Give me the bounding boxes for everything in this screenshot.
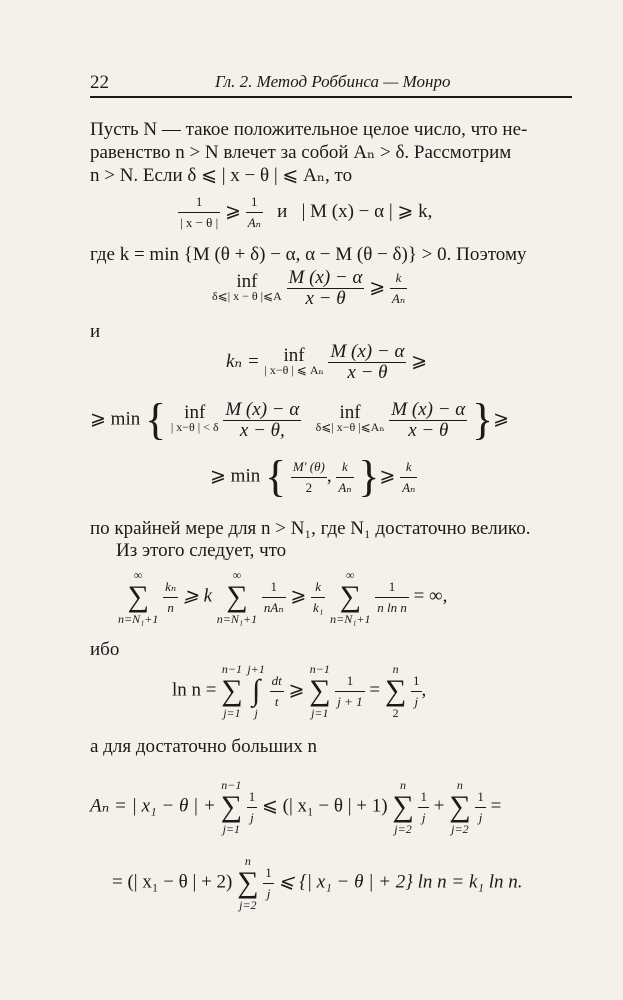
paragraph-line: где k = min {M (θ + δ) − α, α − M (θ − δ)} > 0. Поэтому [90, 244, 527, 265]
numerator: 1 [411, 671, 422, 692]
relation: ⩾ [411, 350, 428, 372]
formula-5: ⩾ min { $\frac{M' (\theta)}{2}$ , $\frac{k}{\text{Aₙ}}$ }⩾ $\frac{k}{\text{Aₙ}}$ [210, 452, 416, 501]
page-number: 22 [90, 72, 109, 93]
denominator: j [478, 809, 483, 825]
relation: ⩾ [493, 408, 510, 430]
numerator: M′ (θ) [291, 457, 327, 478]
denominator: j + 1 [337, 693, 363, 709]
paragraph-line: и [90, 321, 101, 342]
numerator: M (x) − α [288, 267, 363, 288]
sum-upper: n [400, 778, 407, 792]
lhs: = (| x₁ − θ | + 2) [112, 871, 233, 893]
paragraph-line: Пусть N — такое положительное целое число, что не- [90, 119, 528, 140]
operator: + [433, 795, 445, 817]
denominator: Aₙ [402, 479, 416, 495]
numerator: k [336, 457, 353, 478]
sum-upper: ∞ [232, 568, 242, 582]
int-lower: j [254, 706, 258, 720]
lhs: ln n = [172, 679, 217, 701]
denominator: Aₙ [338, 479, 352, 495]
numerator: k [390, 268, 407, 289]
sum-lower: j=1 [311, 706, 329, 720]
denominator: x − θ [408, 419, 449, 441]
denominator: n [167, 599, 174, 615]
sum-lower: j=1 [223, 706, 241, 720]
denominator: x − θ [305, 288, 346, 309]
denominator: j [266, 885, 271, 901]
sum-upper: ∞ [133, 568, 143, 582]
inf-subscript: | x−θ | < δ [170, 420, 219, 434]
inf-subscript: δ⩽| x−θ |⩽Aₙ [315, 420, 385, 434]
formula-1 [178, 192, 432, 233]
numerator: 1 [263, 863, 274, 884]
lhs: ⩾ min [90, 408, 141, 430]
denominator: k₁ [313, 599, 324, 615]
numerator: 1 [246, 192, 263, 213]
lhs: kₙ = [226, 350, 260, 372]
inf-subscript: δ⩽| x − θ |⩽A [212, 288, 282, 303]
expression: | M (x) − α | ⩾ k, [301, 200, 433, 222]
denominator: x − θ, [239, 419, 285, 441]
relation: ⩽ (| x₁ − θ | + 1) [261, 795, 388, 817]
paragraph-line: Из этого следует, что [116, 540, 287, 561]
denominator: t [274, 693, 279, 709]
sum-lower: j=2 [451, 822, 469, 836]
numerator: 1 [178, 192, 220, 213]
sum-upper: n [244, 854, 251, 868]
denominator: 2 [305, 479, 313, 495]
relation: = [490, 795, 502, 817]
formula-8: Aₙ = | x₁ − θ | + n−1 ∑ j=1 $\frac{1}{j}$ ⩽ (| x₁ − θ | + 1) n ∑ j=2 $\frac{1}{j}$ + n ∑ j=2 $\frac{1}{j}$ = [90, 778, 502, 836]
numerator: k [311, 577, 325, 598]
formula-6: ∞ ∑ n=N₁+1 $\frac{\text{kₙ}}{n}$ ⩾ k ∞ ∑ n=N₁+1 $\frac{1}{\text{nAₙ}}$ ⩾ $\frac{k}{\text{k₁}}$ ∞ ∑ n=N₁+1 $\frac{1}{\text{n ln n}}$ = ∞, [118, 568, 448, 626]
sum-lower: n=N₁+1 [216, 612, 258, 626]
denominator: nAₙ [263, 599, 284, 615]
relation: ⩾ [225, 200, 241, 222]
inf-operator: inf [283, 344, 305, 366]
relation: ⩾ [379, 465, 396, 487]
relation: ⩾ [369, 276, 386, 298]
lhs: ⩾ min [210, 465, 261, 487]
sum-lower: j=1 [222, 822, 240, 836]
numerator: k [400, 457, 417, 478]
formula-9: = (| x₁ − θ | + 2) n ∑ j=2 $\frac{1}{j}$ ⩽ {| x₁ − θ | + 2} ln n = k₁ ln n. [112, 854, 523, 912]
denominator: j [421, 809, 426, 825]
numerator: 1 [262, 577, 286, 598]
numerator: 1 [247, 787, 258, 808]
relation: ⩾ k [182, 585, 213, 607]
formula-2 [212, 268, 407, 309]
inf-operator: inf [236, 270, 258, 292]
sum-upper: n−1 [221, 662, 242, 676]
paragraph-line: n > N. Если δ ⩽ | x − θ | ⩽ Aₙ, то [90, 165, 353, 186]
relation: ⩾ [288, 679, 305, 701]
running-title: Гл. 2. Метод Роббинса — Монро [215, 72, 451, 91]
relation: = [369, 679, 381, 701]
denominator: Aₙ [391, 291, 406, 306]
formula-3 [226, 342, 427, 383]
lhs: Aₙ = | x₁ − θ | + [90, 795, 216, 817]
denominator: Aₙ [247, 215, 261, 230]
formula-4: ⩾ min { inf | x−θ | < δ $\frac{M (x) - \alpha}{x - \theta,}$ inf δ⩽| x−θ |⩽Aₙ $\frac{M (x) - \alpha}{x - \theta}$ }⩾ [90, 395, 510, 444]
sum-lower: n=N₁+1 [118, 612, 159, 626]
sum-lower: n=N₁+1 [330, 612, 371, 626]
numerator: M (x) − α [330, 341, 405, 362]
paragraph-line: по крайней мере для n > N₁, где N₁ достаточно велико. [90, 518, 531, 539]
denominator: n ln n [377, 599, 407, 615]
sum-upper: n−1 [221, 778, 242, 792]
denominator: x − θ [347, 362, 388, 383]
result: = ∞, [413, 585, 448, 607]
sum-upper: ∞ [346, 568, 355, 582]
numerator: kₙ [163, 577, 178, 598]
paragraph-line: ибо [90, 639, 120, 660]
sum-lower: j=2 [394, 822, 412, 836]
result: ⩽ {| x₁ − θ | + 2} ln n = k₁ ln n. [278, 871, 523, 893]
numerator: 1 [375, 577, 409, 598]
punctuation: , [421, 679, 427, 701]
numerator: 1 [418, 787, 429, 808]
page-header [90, 70, 572, 98]
denominator: | x − θ | [180, 215, 219, 230]
numerator: 1 [335, 671, 364, 692]
sum-upper: n [392, 662, 399, 676]
paragraph-line: равенство n > N влечет за собой Aₙ > δ. Рассмотрим [90, 142, 512, 163]
numerator: dt [270, 671, 284, 692]
numerator: 1 [475, 787, 486, 808]
paragraph-line: а для достаточно больших n [90, 736, 318, 757]
numerator: M (x) − α [225, 398, 300, 420]
inf-subscript: | x−θ | ⩽ Aₙ [264, 362, 324, 377]
formula-7: ln n = n−1 ∑ j=1 j+1 ∫ j $\frac{dt}{t}$ ⩾ n−1 ∑ j=1 $\frac{1}{j + 1}$ = n ∑ 2 $\frac{1}{j}$ , [172, 662, 427, 720]
sum-upper: n [456, 778, 463, 792]
conjunction: и [277, 200, 288, 222]
int-upper: j+1 [247, 662, 265, 676]
denominator: j [250, 809, 254, 825]
denominator: j [414, 693, 419, 709]
sum-upper: n−1 [309, 662, 330, 676]
sum-lower: j=2 [239, 898, 257, 912]
sum-lower: 2 [392, 706, 399, 720]
numerator: M (x) − α [391, 398, 466, 420]
